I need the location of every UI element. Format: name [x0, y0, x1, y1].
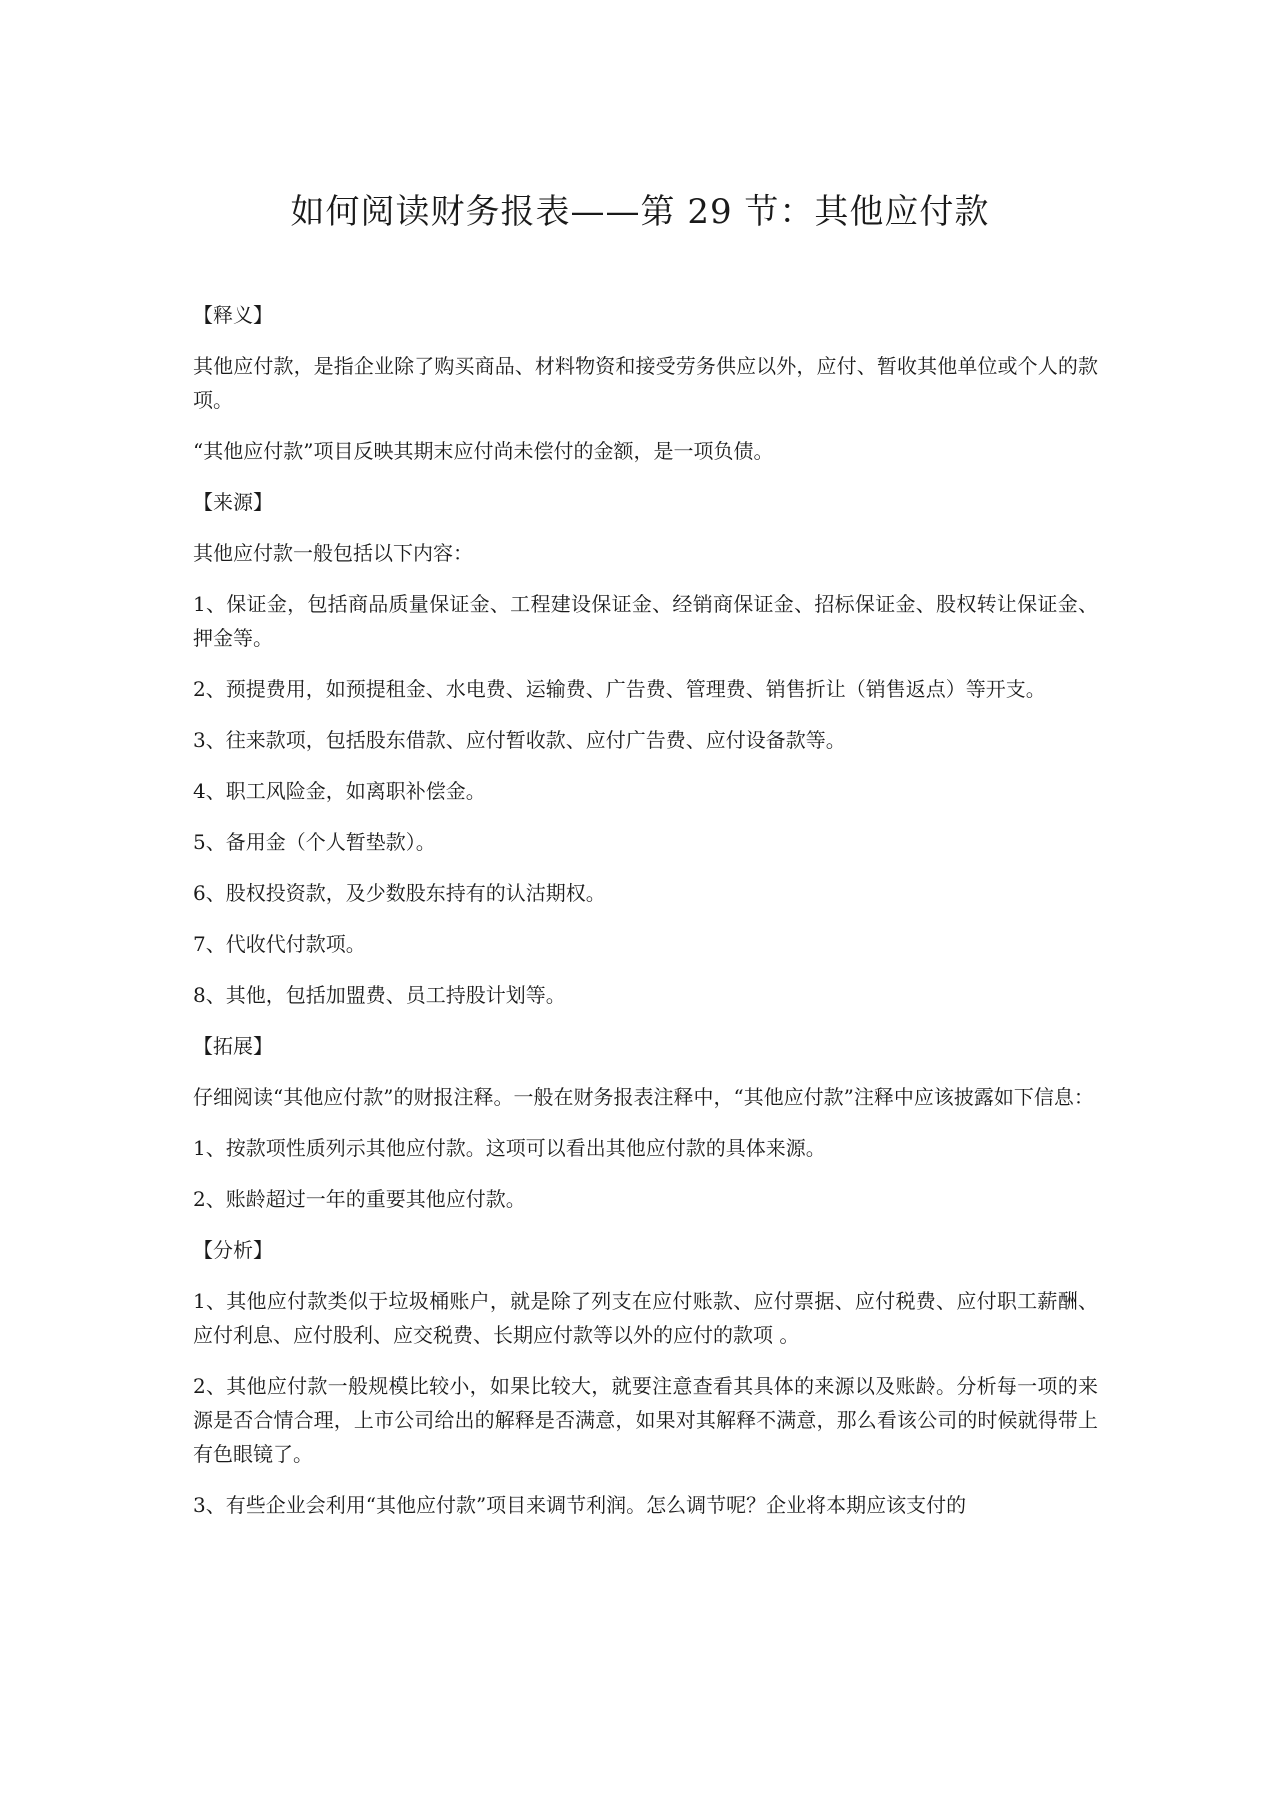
section-heading-sources: 【来源】: [193, 490, 273, 514]
extension-intro: 仔细阅读“其他应付款”的财报注释。一般在财务报表注释中，“其他应付款”注释中应该披露如下信息：: [193, 1085, 1094, 1109]
definition-paragraph: “其他应付款”项目反映其期末应付尚未偿付的金额，是一项负债。: [193, 439, 774, 463]
sources-list-item: 6、股权投资款，及少数股东持有的认沽期权。: [193, 881, 606, 905]
sources-list-item: 5、备用金（个人暂垫款）。: [193, 830, 436, 854]
sources-list-item: 8、其他，包括加盟费、员工持股计划等。: [193, 983, 566, 1007]
definition-paragraph: 其他应付款，是指企业除了购买商品、材料物资和接受劳务供应以外，应付、暂收其他单位或个人的款项。: [193, 354, 1098, 412]
section-heading-analysis: 【分析】: [193, 1238, 273, 1262]
analysis-list-item: 2、其他应付款一般规模比较小，如果比较大，就要注意查看其具体的来源以及账龄。分析每一项的来源是否合情合理，上市公司给出的解释是否满意，如果对其解释不满意，那么看该公司的时候就得带上有色眼镜了。: [193, 1374, 1098, 1466]
analysis-list-item: 3、有些企业会利用“其他应付款”项目来调节利润。怎么调节呢？企业将本期应该支付的: [193, 1493, 967, 1517]
sources-list-item: 4、职工风险金，如离职补偿金。: [193, 779, 486, 803]
section-heading-extension: 【拓展】: [193, 1034, 273, 1058]
sources-list-item: 1、保证金，包括商品质量保证金、工程建设保证金、经销商保证金、招标保证金、股权转让保证金、押金等。: [193, 592, 1098, 650]
extension-list-item: 2、账龄超过一年的重要其他应付款。: [193, 1187, 526, 1211]
sources-intro: 其他应付款一般包括以下内容：: [193, 541, 473, 565]
analysis-list-item: 1、其他应付款类似于垃圾桶账户，就是除了列支在应付账款、应付票据、应付税费、应付职工薪酬、应付利息、应付股利、应交税费、长期应付款等以外的应付的款项 。: [193, 1289, 1098, 1347]
sources-list-item: 3、往来款项，包括股东借款、应付暂收款、应付广告费、应付设备款等。: [193, 728, 846, 752]
page-title: 如何阅读财务报表——第 29 节：其他应付款: [290, 191, 990, 232]
sources-list-item: 7、代收代付款项。: [193, 932, 366, 956]
document-body: [193, 298, 1098, 1539]
section-heading-definition: 【释义】: [193, 303, 273, 327]
sources-list-item: 2、预提费用，如预提租金、水电费、运输费、广告费、管理费、销售折让（销售返点）等开支。: [193, 677, 1046, 701]
extension-list-item: 1、按款项性质列示其他应付款。这项可以看出其他应付款的具体来源。: [193, 1136, 826, 1160]
